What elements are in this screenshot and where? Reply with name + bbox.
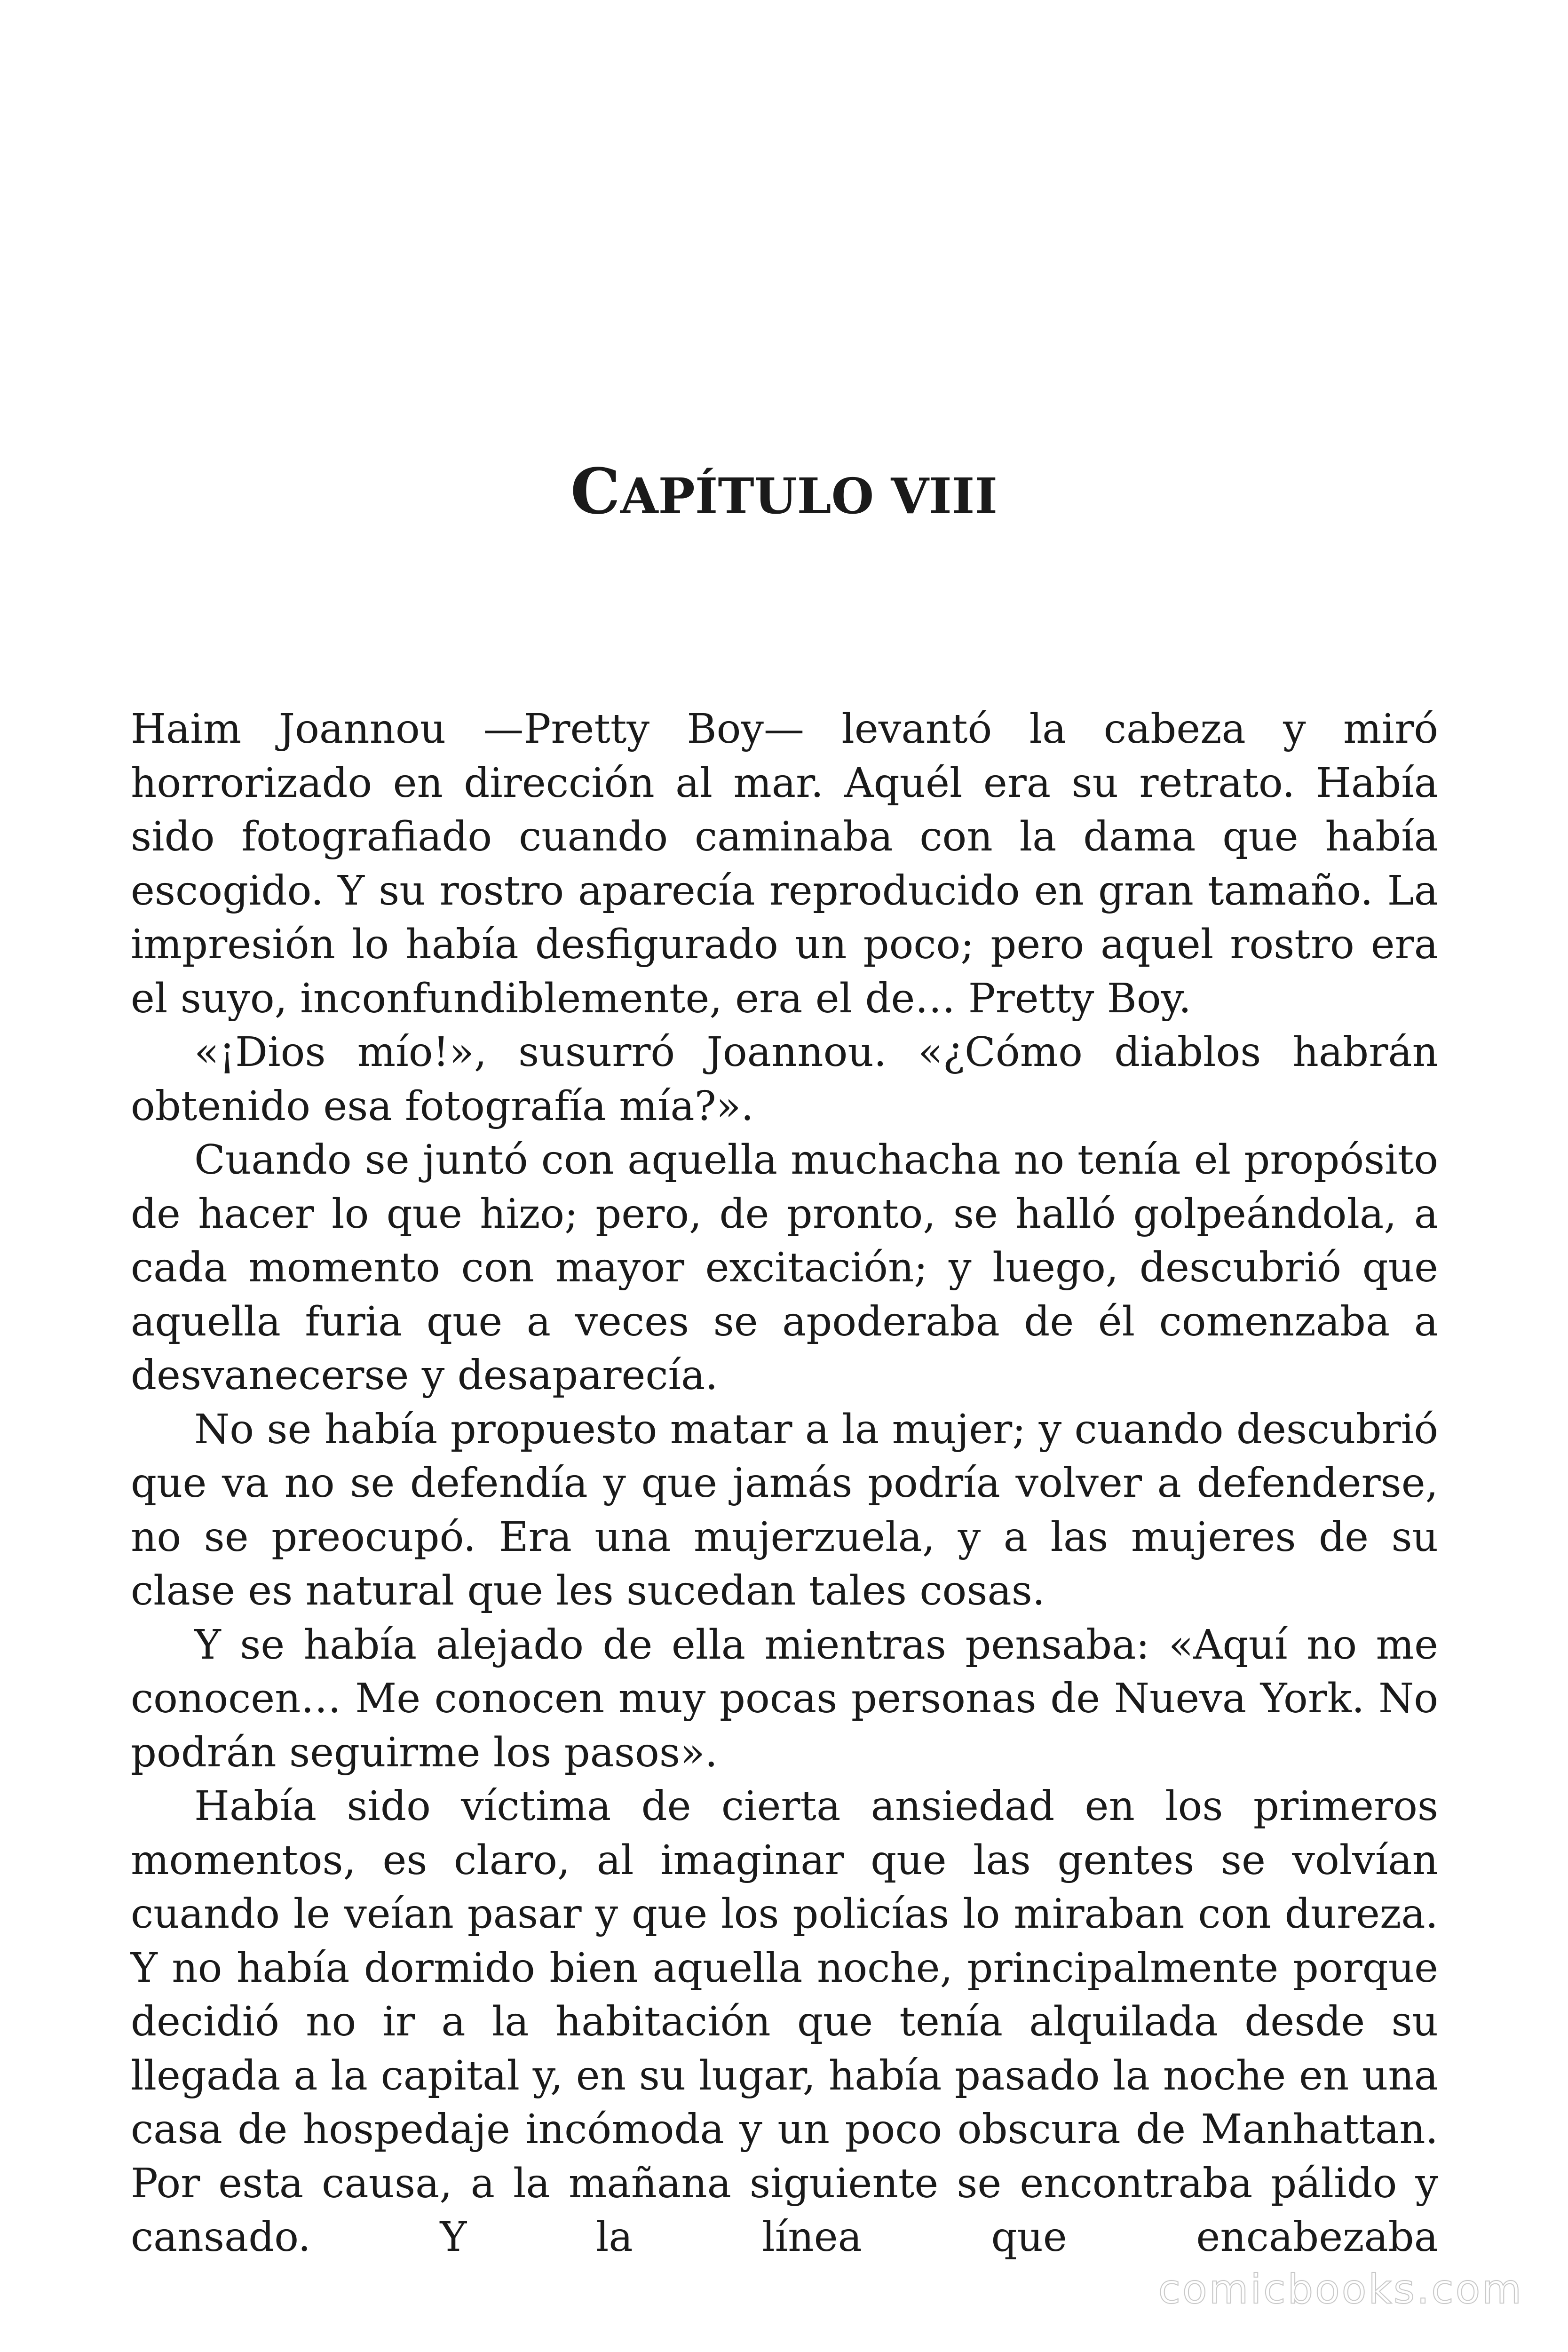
paragraph: Había sido víctima de cierta ansiedad en los primeros momentos, es claro, al imaginar que las gentes se volvían cuando le veían pasar y que los policías lo miraban con dureza. Y no había dormido bien aquella noche, principalmente porque decidió no ir a la habitación que tenía alquilada desde su llegada a la capital y, en su lugar, había pasado la noche en una casa de hospedaje incómoda y un poco obscura de Manhattan. Por esta causa, a la mañana siguiente se encontraba pálido y cansado. Y la línea que encabezaba [131, 1783, 1438, 2261]
chapter-body [131, 702, 1438, 2265]
paragraph: Y se había alejado de ella mientras pensaba: «Aquí no me conocen… Me conocen muy pocas personas de Nueva York. No podrán seguirme los pasos». [131, 1621, 1438, 1776]
paragraph: Haim Joannou —Pretty Boy— levantó la cabeza y miró horrorizado en dirección al mar. Aquél era su retrato. Había sido fotografiado cuando caminaba con la dama que había escogido. Y su rostro aparecía reproducido en gran tamaño. La impresión lo había desfigurado un poco; pero aquel rostro era el suyo, inconfundiblemente, era el de… Pretty Boy. [131, 706, 1438, 1022]
chapter-title-rest: APÍTULO VIII [620, 467, 998, 525]
chapter-title [0, 454, 1568, 534]
watermark: comicbooks.com [1158, 2266, 1523, 2313]
paragraph: Cuando se juntó con aquella muchacha no tenía el propósito de hacer lo que hizo; pero, de pronto, se halló golpeándola, a cada momento con mayor excitación; y luego, descubrió que aquella furia que a veces se apoderaba de él comenzaba a desvanecerse y desaparecía. [131, 1136, 1438, 1399]
chapter-title-initial: C [570, 455, 620, 528]
paragraph: «¡Dios mío!», susurró Joannou. «¿Cómo diablos habrán obtenido esa fotografía mía?». [131, 1029, 1438, 1130]
paragraph: No se había propuesto matar a la mujer; y cuando descubrió que va no se defendía y que jamás podría volver a defenderse, no se preocupó. Era una mujerzuela, y a las mujeres de su clase es natural que les sucedan tales cosas. [131, 1406, 1438, 1614]
